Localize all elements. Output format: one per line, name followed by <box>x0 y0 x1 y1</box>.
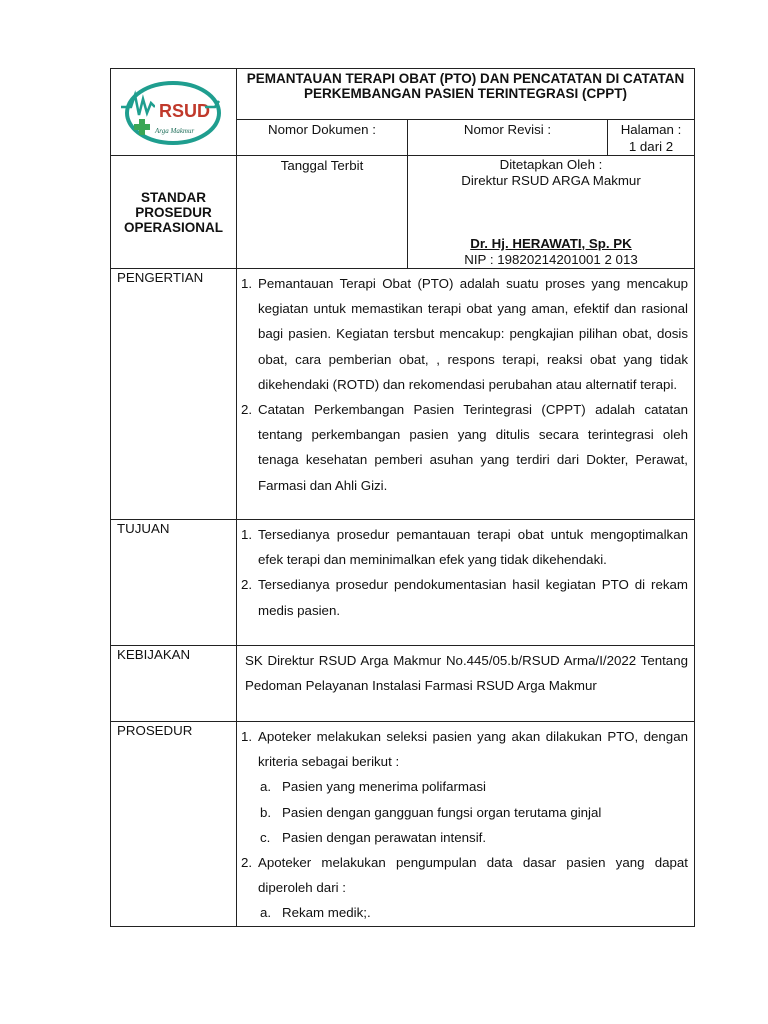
logo-text: RSUD <box>159 101 211 121</box>
prosedur-label: PROSEDUR <box>111 722 237 927</box>
item-number: 1. <box>241 527 253 542</box>
list-item <box>241 850 688 900</box>
rsud-logo-icon <box>111 69 235 153</box>
item-text: Apoteker melakukan pengumpulan data dasar pasien yang dapat diperoleh dari : <box>258 855 688 896</box>
nomor-dokumen-label: Nomor Dokumen : <box>237 120 408 156</box>
prosedur-content <box>237 722 695 927</box>
tanggal-terbit-label: Tanggal Terbit <box>237 156 408 269</box>
kebijakan-text: SK Direktur RSUD Arga Makmur No.445/05.b/RSUD Arma/I/2022 Tentang Pedoman Pelayanan Instalasi Farmasi RSUD Arga Makmur <box>237 646 695 722</box>
halaman-value: 1 dari 2 <box>628 139 674 154</box>
sub-item-text: Pasien dengan gangguan fungsi organ terutama ginjal <box>282 804 602 820</box>
kebijakan-label: KEBIJAKAN <box>111 646 237 722</box>
list-item <box>241 572 688 622</box>
list-item <box>241 724 688 774</box>
item-text: Apoteker melakukan seleksi pasien yang akan dilakukan PTO, dengan kriteria sebagai berikut : <box>258 729 688 770</box>
sub-list-item <box>241 800 688 825</box>
list-item <box>241 271 688 397</box>
sub-item-letter: a. <box>260 779 272 795</box>
list-item <box>241 522 688 572</box>
pengertian-label: PENGERTIAN <box>111 269 237 520</box>
sub-item-text: Pasien yang menerima polifarmasi <box>282 779 486 795</box>
halaman-cell <box>608 120 695 156</box>
list-item <box>241 397 688 498</box>
sub-item-text: Pasien dengan perawatan intensif. <box>282 829 487 845</box>
nomor-revisi-label: Nomor Revisi : <box>408 120 608 156</box>
direktur-nip: NIP : 19820214201001 2 013 <box>464 252 638 267</box>
tujuan-content <box>237 520 695 646</box>
item-number: 1. <box>241 729 253 744</box>
item-number: 1. <box>241 276 253 291</box>
item-text: Catatan Perkembangan Pasien Terintegrasi (CPPT) adalah catatan tentang perkembangan pasien yang ditulis secara terintegrasi oleh tenaga kesehatan pemberi asuhan yang terdiri dari Dokter, Perawat, Farmasi dan Ahli Gizi. <box>258 402 688 493</box>
sub-item-letter: b. <box>260 804 272 820</box>
item-number: 2. <box>241 855 253 871</box>
sub-list-item <box>241 774 688 799</box>
ditetapkan-label: Ditetapkan Oleh : <box>499 157 603 172</box>
item-text: Tersedianya prosedur pemantauan terapi obat untuk mengoptimalkan efek terapi dan meminimalkan efek yang tidak dikehendaki. <box>258 527 688 568</box>
logo-subtext: Arga Makmur <box>155 127 195 135</box>
sub-item-text: Rekam medik;. <box>282 905 371 921</box>
item-text: Tersedianya prosedur pendokumentasian hasil kegiatan PTO di rekam medis pasien. <box>258 577 688 618</box>
ditetapkan-cell <box>408 156 695 269</box>
item-text: Pemantauan Terapi Obat (PTO) adalah suatu proses yang mencakup kegiatan untuk memastikan terapi obat yang aman, efektif dan rasional bagi pasien. Kegiatan tersbut mencakup: pengkajian pilihan obat, dosis obat, cara pemberian obat, , respons terapi, reaksi obat yang tidak dikehendaki (ROTD) dan rekomendasi perubahan atau alternatif terapi. <box>258 276 688 392</box>
document-title: PEMANTAUAN TERAPI OBAT (PTO) DAN PENCATATAN DI CATATAN PERKEMBANGAN PASIEN TERINTEGRASI (CPPT) <box>237 69 695 120</box>
sub-list-item <box>241 825 688 850</box>
sub-list-item <box>241 900 688 925</box>
logo-cell <box>111 69 237 156</box>
item-number: 2. <box>241 577 253 593</box>
halaman-label: Halaman : <box>620 122 682 137</box>
sub-item-letter: a. <box>260 905 272 921</box>
ditetapkan-jabatan: Direktur RSUD ARGA Makmur <box>461 173 641 188</box>
sub-item-letter: c. <box>260 829 271 845</box>
standar-prosedur-label: STANDAR PROSEDUR OPERASIONAL <box>111 156 237 269</box>
direktur-name: Dr. Hj. HERAWATI, Sp. PK <box>470 236 632 251</box>
item-number: 2. <box>241 402 253 418</box>
sop-document-table <box>110 68 695 927</box>
tujuan-label: TUJUAN <box>111 520 237 646</box>
pengertian-content <box>237 269 695 520</box>
